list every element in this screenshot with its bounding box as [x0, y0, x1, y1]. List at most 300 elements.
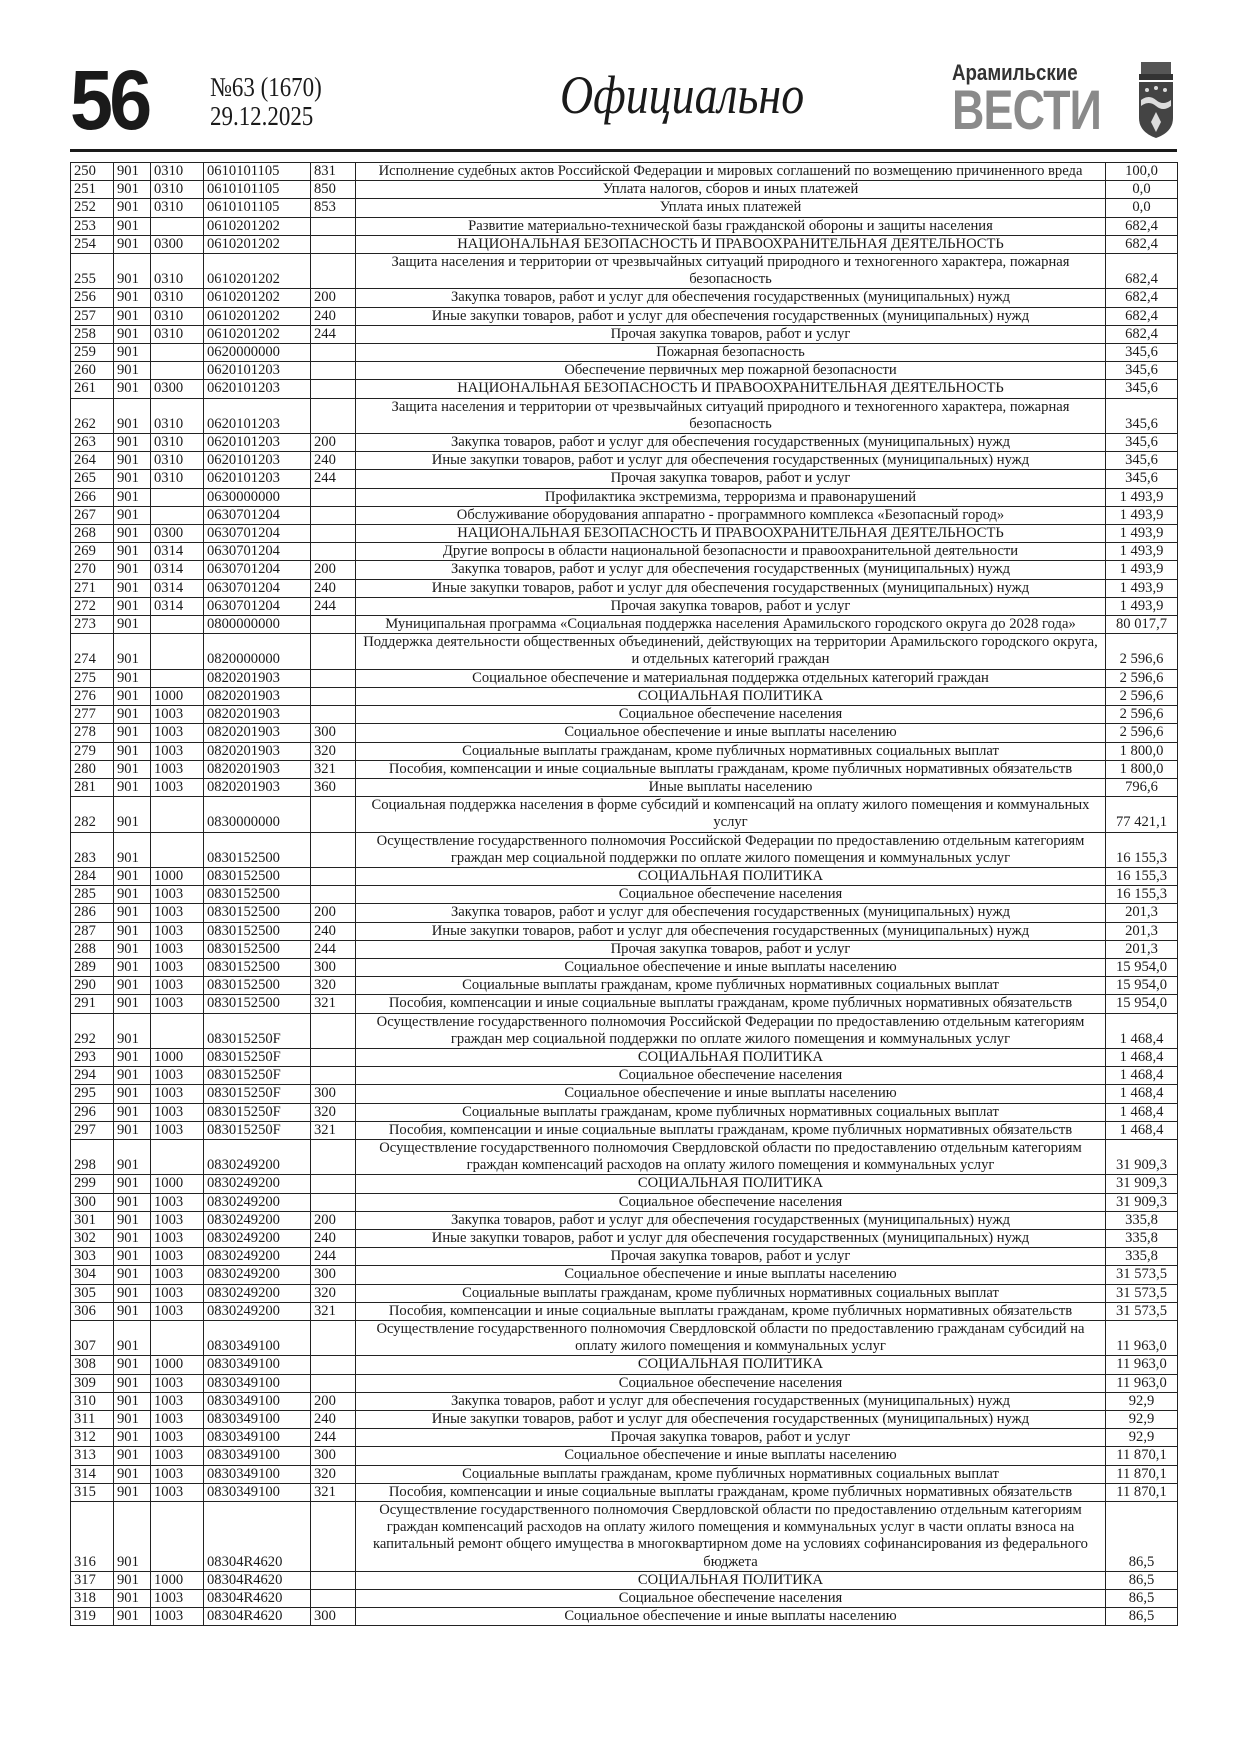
amount-cell: 31 909,3	[1106, 1193, 1178, 1211]
target-article-code-cell: 0820201903	[204, 687, 311, 705]
description-cell: Другие вопросы в области национальной безопасности и правоохранительной деятельности	[356, 543, 1106, 561]
description-cell: Осуществление государственного полномочия Российской Федерации по предоставлению отдельным категориям граждан мер социальной поддержки по оплате жилого помещения и коммунальных услуг	[356, 832, 1106, 867]
department-code-cell: 901	[114, 1571, 151, 1589]
expense-type-code-cell: 300	[311, 958, 356, 976]
table-row	[71, 380, 1178, 398]
target-article-code-cell: 0610201202	[204, 307, 311, 325]
description-cell: Социальное обеспечение и иные выплаты населению	[356, 1266, 1106, 1284]
section-code-cell	[151, 1321, 204, 1356]
expense-type-code-cell: 244	[311, 1429, 356, 1447]
section-code-cell: 1003	[151, 904, 204, 922]
expense-type-code-cell	[311, 1356, 356, 1374]
target-article-code-cell: 0610201202	[204, 254, 311, 289]
expense-type-code-cell: 850	[311, 181, 356, 199]
table-row	[71, 344, 1178, 362]
expense-type-code-cell: 831	[311, 163, 356, 181]
description-cell: Закупка товаров, работ и услуг для обеспечения государственных (муниципальных) нужд	[356, 1392, 1106, 1410]
description-cell: Иные закупки товаров, работ и услуг для обеспечения государственных (муниципальных) нужд	[356, 452, 1106, 470]
department-code-cell: 901	[114, 561, 151, 579]
row-number-cell: 310	[71, 1392, 114, 1410]
department-code-cell: 901	[114, 1175, 151, 1193]
section-code-cell: 1003	[151, 1411, 204, 1429]
row-number-cell: 262	[71, 398, 114, 433]
department-code-cell: 901	[114, 706, 151, 724]
amount-cell: 0,0	[1106, 181, 1178, 199]
expense-type-code-cell: 321	[311, 1302, 356, 1320]
description-cell: Пособия, компенсации и иные социальные выплаты гражданам, кроме публичных нормативных обязательств	[356, 1483, 1106, 1501]
amount-cell: 16 155,3	[1106, 886, 1178, 904]
table-row	[71, 254, 1178, 289]
description-cell: Социальное обеспечение населения	[356, 1590, 1106, 1608]
table-row	[71, 867, 1178, 885]
description-cell: Прочая закупка товаров, работ и услуг	[356, 1248, 1106, 1266]
row-number-cell: 271	[71, 579, 114, 597]
expense-type-code-cell: 240	[311, 1411, 356, 1429]
row-number-cell: 300	[71, 1193, 114, 1211]
amount-cell: 31 909,3	[1106, 1139, 1178, 1174]
table-row	[71, 217, 1178, 235]
expense-type-code-cell: 244	[311, 325, 356, 343]
description-cell: Социальное обеспечение населения	[356, 886, 1106, 904]
expense-type-code-cell	[311, 488, 356, 506]
target-article-code-cell: 0830152500	[204, 922, 311, 940]
row-number-cell: 318	[71, 1590, 114, 1608]
table-row	[71, 163, 1178, 181]
expense-type-code-cell	[311, 706, 356, 724]
section-code-cell: 1003	[151, 778, 204, 796]
section-code-cell	[151, 1139, 204, 1174]
table-row	[71, 1483, 1178, 1501]
description-cell: Осуществление государственного полномочия Свердловской области по предоставлению отдельным категориям граждан компенсаций расходов на оплату жилого помещения и коммунальных услуг	[356, 1139, 1106, 1174]
section-code-cell: 1003	[151, 1103, 204, 1121]
amount-cell: 15 954,0	[1106, 995, 1178, 1013]
expense-type-code-cell	[311, 1175, 356, 1193]
department-code-cell: 901	[114, 778, 151, 796]
description-cell: Иные закупки товаров, работ и услуг для обеспечения государственных (муниципальных) нужд	[356, 1229, 1106, 1247]
target-article-code-cell: 0830152500	[204, 832, 311, 867]
target-article-code-cell: 0620101203	[204, 470, 311, 488]
section-code-cell: 1003	[151, 995, 204, 1013]
amount-cell: 1 468,4	[1106, 1067, 1178, 1085]
amount-cell: 1 493,9	[1106, 488, 1178, 506]
row-number-cell: 299	[71, 1175, 114, 1193]
row-number-cell: 266	[71, 488, 114, 506]
target-article-code-cell: 0630701204	[204, 543, 311, 561]
amount-cell: 682,4	[1106, 325, 1178, 343]
amount-cell: 335,8	[1106, 1211, 1178, 1229]
row-number-cell: 289	[71, 958, 114, 976]
target-article-code-cell: 083015250F	[204, 1067, 311, 1085]
section-code-cell: 1003	[151, 1429, 204, 1447]
description-cell: Муниципальная программа «Социальная поддержка населения Арамильского городского округа до 2028 года»	[356, 616, 1106, 634]
section-code-cell: 1003	[151, 1374, 204, 1392]
department-code-cell: 901	[114, 199, 151, 217]
description-cell: НАЦИОНАЛЬНАЯ БЕЗОПАСНОСТЬ И ПРАВООХРАНИТЕЛЬНАЯ ДЕЯТЕЛЬНОСТЬ	[356, 380, 1106, 398]
description-cell: Социальное обеспечение и иные выплаты населению	[356, 1085, 1106, 1103]
table-row	[71, 1013, 1178, 1048]
department-code-cell: 901	[114, 1284, 151, 1302]
section-code-cell	[151, 217, 204, 235]
section-code-cell: 1000	[151, 1356, 204, 1374]
department-code-cell: 901	[114, 1085, 151, 1103]
section-code-cell: 1003	[151, 1483, 204, 1501]
description-cell: Социальные выплаты гражданам, кроме публичных нормативных социальных выплат	[356, 742, 1106, 760]
amount-cell: 80 017,7	[1106, 616, 1178, 634]
target-article-code-cell: 0610201202	[204, 235, 311, 253]
row-number-cell: 305	[71, 1284, 114, 1302]
target-article-code-cell: 0830249200	[204, 1284, 311, 1302]
table-row	[71, 1248, 1178, 1266]
expense-type-code-cell: 320	[311, 742, 356, 760]
row-number-cell: 306	[71, 1302, 114, 1320]
section-code-cell: 0310	[151, 470, 204, 488]
department-code-cell: 901	[114, 1211, 151, 1229]
department-code-cell: 901	[114, 886, 151, 904]
amount-cell: 86,5	[1106, 1571, 1178, 1589]
table-row	[71, 1571, 1178, 1589]
table-row	[71, 362, 1178, 380]
amount-cell: 796,6	[1106, 778, 1178, 796]
amount-cell: 201,3	[1106, 922, 1178, 940]
description-cell: НАЦИОНАЛЬНАЯ БЕЗОПАСНОСТЬ И ПРАВООХРАНИТЕЛЬНАЯ ДЕЯТЕЛЬНОСТЬ	[356, 525, 1106, 543]
amount-cell: 86,5	[1106, 1590, 1178, 1608]
expense-type-code-cell: 320	[311, 1284, 356, 1302]
section-code-cell: 0310	[151, 452, 204, 470]
target-article-code-cell: 0830349100	[204, 1374, 311, 1392]
table-row	[71, 1465, 1178, 1483]
target-article-code-cell: 0830249200	[204, 1302, 311, 1320]
logo-top-text: Арамильские	[952, 60, 1078, 85]
expense-type-code-cell: 244	[311, 1248, 356, 1266]
target-article-code-cell: 0830349100	[204, 1392, 311, 1410]
description-cell: Закупка товаров, работ и услуг для обеспечения государственных (муниципальных) нужд	[356, 289, 1106, 307]
amount-cell: 15 954,0	[1106, 958, 1178, 976]
department-code-cell: 901	[114, 597, 151, 615]
description-cell: Социальные выплаты гражданам, кроме публичных нормативных социальных выплат	[356, 1284, 1106, 1302]
expense-type-code-cell: 240	[311, 579, 356, 597]
amount-cell: 345,6	[1106, 470, 1178, 488]
target-article-code-cell: 0620101203	[204, 362, 311, 380]
amount-cell: 201,3	[1106, 904, 1178, 922]
expense-type-code-cell	[311, 1590, 356, 1608]
expense-type-code-cell	[311, 797, 356, 832]
target-article-code-cell: 083015250F	[204, 1121, 311, 1139]
table-row	[71, 561, 1178, 579]
section-code-cell: 1000	[151, 1571, 204, 1589]
description-cell: Пособия, компенсации и иные социальные выплаты гражданам, кроме публичных нормативных обязательств	[356, 1121, 1106, 1139]
table-row	[71, 977, 1178, 995]
description-cell: Осуществление государственного полномочия Свердловской области по предоставлению гражданам субсидий на оплату жилого помещения и коммунальных услуг	[356, 1321, 1106, 1356]
description-cell: Осуществление государственного полномочия Свердловской области по предоставлению отдельным категориям граждан компенсаций расходов на оплату жилого помещения и коммунальных услуг в части оплаты взноса на капитальный ремонт общего имущества в многоквартирном доме на условиях софинансирования из федерального бюджета	[356, 1502, 1106, 1572]
target-article-code-cell: 0630701204	[204, 525, 311, 543]
row-number-cell: 319	[71, 1608, 114, 1626]
expense-type-code-cell: 200	[311, 434, 356, 452]
amount-cell: 86,5	[1106, 1608, 1178, 1626]
row-number-cell: 278	[71, 724, 114, 742]
expense-type-code-cell	[311, 506, 356, 524]
amount-cell: 345,6	[1106, 344, 1178, 362]
expense-type-code-cell	[311, 687, 356, 705]
section-code-cell: 1003	[151, 886, 204, 904]
table-row	[71, 706, 1178, 724]
table-row	[71, 1048, 1178, 1066]
table-row	[71, 235, 1178, 253]
section-code-cell: 0314	[151, 579, 204, 597]
issue-number: №63 (1670)	[210, 72, 322, 102]
row-number-cell: 268	[71, 525, 114, 543]
section-code-cell: 1000	[151, 867, 204, 885]
row-number-cell: 279	[71, 742, 114, 760]
section-code-cell	[151, 344, 204, 362]
description-cell: СОЦИАЛЬНАЯ ПОЛИТИКА	[356, 1571, 1106, 1589]
section-code-cell: 1000	[151, 1175, 204, 1193]
section-code-cell: 1003	[151, 1447, 204, 1465]
target-article-code-cell: 0620101203	[204, 434, 311, 452]
amount-cell: 11 870,1	[1106, 1465, 1178, 1483]
section-code-cell: 1003	[151, 1266, 204, 1284]
row-number-cell: 280	[71, 760, 114, 778]
amount-cell: 1 468,4	[1106, 1013, 1178, 1048]
target-article-code-cell: 0830152500	[204, 995, 311, 1013]
target-article-code-cell: 0830349100	[204, 1321, 311, 1356]
description-cell: Закупка товаров, работ и услуг для обеспечения государственных (муниципальных) нужд	[356, 561, 1106, 579]
section-code-cell	[151, 488, 204, 506]
table-row	[71, 289, 1178, 307]
section-code-cell	[151, 616, 204, 634]
section-code-cell: 0310	[151, 199, 204, 217]
table-row	[71, 797, 1178, 832]
department-code-cell: 901	[114, 235, 151, 253]
department-code-cell: 901	[114, 525, 151, 543]
section-code-cell: 0300	[151, 235, 204, 253]
amount-cell: 77 421,1	[1106, 797, 1178, 832]
department-code-cell: 901	[114, 634, 151, 669]
department-code-cell: 901	[114, 1411, 151, 1429]
table-row	[71, 1284, 1178, 1302]
expense-type-code-cell	[311, 1048, 356, 1066]
table-row	[71, 886, 1178, 904]
expense-type-code-cell	[311, 380, 356, 398]
section-code-cell: 1003	[151, 1211, 204, 1229]
expense-type-code-cell: 360	[311, 778, 356, 796]
description-cell: Пособия, компенсации и иные социальные выплаты гражданам, кроме публичных нормативных обязательств	[356, 760, 1106, 778]
amount-cell: 2 596,6	[1106, 669, 1178, 687]
expense-type-code-cell	[311, 1193, 356, 1211]
amount-cell: 345,6	[1106, 434, 1178, 452]
expense-type-code-cell	[311, 543, 356, 561]
target-article-code-cell: 0830249200	[204, 1248, 311, 1266]
section-code-cell: 0310	[151, 181, 204, 199]
amount-cell: 2 596,6	[1106, 687, 1178, 705]
amount-cell: 15 954,0	[1106, 977, 1178, 995]
section-code-cell: 0314	[151, 561, 204, 579]
expense-type-code-cell	[311, 217, 356, 235]
department-code-cell: 901	[114, 181, 151, 199]
department-code-cell: 901	[114, 797, 151, 832]
table-row	[71, 958, 1178, 976]
budget-table	[70, 162, 1178, 1626]
table-row	[71, 1211, 1178, 1229]
row-number-cell: 308	[71, 1356, 114, 1374]
table-row	[71, 1356, 1178, 1374]
department-code-cell: 901	[114, 867, 151, 885]
target-article-code-cell: 0830152500	[204, 958, 311, 976]
department-code-cell: 901	[114, 922, 151, 940]
table-row	[71, 1392, 1178, 1410]
amount-cell: 0,0	[1106, 199, 1178, 217]
description-cell: СОЦИАЛЬНАЯ ПОЛИТИКА	[356, 1175, 1106, 1193]
table-row	[71, 940, 1178, 958]
department-code-cell: 901	[114, 687, 151, 705]
department-code-cell: 901	[114, 1590, 151, 1608]
coat-of-arms-icon	[1135, 60, 1177, 140]
department-code-cell: 901	[114, 1465, 151, 1483]
issue-info	[210, 73, 322, 131]
row-number-cell: 255	[71, 254, 114, 289]
department-code-cell: 901	[114, 1121, 151, 1139]
logo-main-text: ВЕСТИ	[952, 78, 1102, 141]
description-cell: Исполнение судебных актов Российской Федерации и мировых соглашений по возмещению причиненного вреда	[356, 163, 1106, 181]
table-row	[71, 579, 1178, 597]
row-number-cell: 274	[71, 634, 114, 669]
table-row	[71, 760, 1178, 778]
description-cell: Профилактика экстремизма, терроризма и правонарушений	[356, 488, 1106, 506]
row-number-cell: 304	[71, 1266, 114, 1284]
description-cell: Иные закупки товаров, работ и услуг для обеспечения государственных (муниципальных) нужд	[356, 307, 1106, 325]
section-code-cell: 0314	[151, 543, 204, 561]
department-code-cell: 901	[114, 1429, 151, 1447]
section-code-cell: 1003	[151, 1085, 204, 1103]
department-code-cell: 901	[114, 452, 151, 470]
section-code-cell: 1003	[151, 1608, 204, 1626]
expense-type-code-cell	[311, 525, 356, 543]
row-number-cell: 313	[71, 1447, 114, 1465]
expense-type-code-cell: 321	[311, 1121, 356, 1139]
description-cell: Закупка товаров, работ и услуг для обеспечения государственных (муниципальных) нужд	[356, 1211, 1106, 1229]
target-article-code-cell: 0630701204	[204, 597, 311, 615]
expense-type-code-cell: 200	[311, 904, 356, 922]
target-article-code-cell: 0630000000	[204, 488, 311, 506]
section-code-cell: 1003	[151, 1067, 204, 1085]
table-row	[71, 995, 1178, 1013]
expense-type-code-cell: 200	[311, 1211, 356, 1229]
amount-cell: 1 493,9	[1106, 561, 1178, 579]
expense-type-code-cell	[311, 1502, 356, 1572]
section-code-cell: 1003	[151, 922, 204, 940]
expense-type-code-cell: 321	[311, 760, 356, 778]
amount-cell: 92,9	[1106, 1411, 1178, 1429]
section-code-cell: 1000	[151, 687, 204, 705]
amount-cell: 16 155,3	[1106, 867, 1178, 885]
amount-cell: 1 493,9	[1106, 506, 1178, 524]
row-number-cell: 276	[71, 687, 114, 705]
department-code-cell: 901	[114, 1447, 151, 1465]
target-article-code-cell: 083015250F	[204, 1103, 311, 1121]
table-row	[71, 452, 1178, 470]
row-number-cell: 252	[71, 199, 114, 217]
amount-cell: 345,6	[1106, 398, 1178, 433]
expense-type-code-cell: 200	[311, 1392, 356, 1410]
description-cell: Уплата иных платежей	[356, 199, 1106, 217]
section-code-cell: 1003	[151, 1392, 204, 1410]
target-article-code-cell: 0830349100	[204, 1356, 311, 1374]
amount-cell: 11 870,1	[1106, 1447, 1178, 1465]
description-cell: Социальное обеспечение населения	[356, 1067, 1106, 1085]
amount-cell: 1 468,4	[1106, 1048, 1178, 1066]
section-code-cell	[151, 1502, 204, 1572]
target-article-code-cell: 083015250F	[204, 1048, 311, 1066]
description-cell: Обслуживание оборудования аппаратно - программного комплекса «Безопасный город»	[356, 506, 1106, 524]
department-code-cell: 901	[114, 1103, 151, 1121]
amount-cell: 2 596,6	[1106, 634, 1178, 669]
row-number-cell: 298	[71, 1139, 114, 1174]
amount-cell: 682,4	[1106, 289, 1178, 307]
section-code-cell: 1003	[151, 1590, 204, 1608]
table-row	[71, 778, 1178, 796]
table-row	[71, 1302, 1178, 1320]
department-code-cell: 901	[114, 1067, 151, 1085]
section-code-cell: 1003	[151, 724, 204, 742]
target-article-code-cell: 08304R4620	[204, 1608, 311, 1626]
amount-cell: 1 493,9	[1106, 579, 1178, 597]
table-row	[71, 724, 1178, 742]
expense-type-code-cell	[311, 1571, 356, 1589]
target-article-code-cell: 08304R4620	[204, 1502, 311, 1572]
expense-type-code-cell: 321	[311, 995, 356, 1013]
expense-type-code-cell: 200	[311, 289, 356, 307]
expense-type-code-cell	[311, 1374, 356, 1392]
target-article-code-cell: 0820201903	[204, 778, 311, 796]
target-article-code-cell: 0830349100	[204, 1429, 311, 1447]
department-code-cell: 901	[114, 506, 151, 524]
amount-cell: 335,8	[1106, 1248, 1178, 1266]
target-article-code-cell: 0630701204	[204, 506, 311, 524]
row-number-cell: 282	[71, 797, 114, 832]
target-article-code-cell: 0620000000	[204, 344, 311, 362]
target-article-code-cell: 0830349100	[204, 1411, 311, 1429]
row-number-cell: 260	[71, 362, 114, 380]
department-code-cell: 901	[114, 1374, 151, 1392]
row-number-cell: 273	[71, 616, 114, 634]
department-code-cell: 901	[114, 669, 151, 687]
target-article-code-cell: 0830152500	[204, 886, 311, 904]
department-code-cell: 901	[114, 760, 151, 778]
target-article-code-cell: 0610101105	[204, 163, 311, 181]
amount-cell: 86,5	[1106, 1502, 1178, 1572]
row-number-cell: 293	[71, 1048, 114, 1066]
description-cell: Социальное обеспечение населения	[356, 1193, 1106, 1211]
department-code-cell: 901	[114, 1483, 151, 1501]
row-number-cell: 316	[71, 1502, 114, 1572]
target-article-code-cell: 0830249200	[204, 1266, 311, 1284]
description-cell: Иные закупки товаров, работ и услуг для обеспечения государственных (муниципальных) нужд	[356, 922, 1106, 940]
section-code-cell: 1003	[151, 1248, 204, 1266]
target-article-code-cell: 0830349100	[204, 1483, 311, 1501]
table-row	[71, 1590, 1178, 1608]
row-number-cell: 296	[71, 1103, 114, 1121]
target-article-code-cell: 0630701204	[204, 561, 311, 579]
row-number-cell: 250	[71, 163, 114, 181]
expense-type-code-cell	[311, 886, 356, 904]
section-code-cell	[151, 669, 204, 687]
target-article-code-cell: 0620101203	[204, 398, 311, 433]
amount-cell: 31 573,5	[1106, 1302, 1178, 1320]
target-article-code-cell: 0610201202	[204, 289, 311, 307]
department-code-cell: 901	[114, 1392, 151, 1410]
row-number-cell: 265	[71, 470, 114, 488]
row-number-cell: 257	[71, 307, 114, 325]
target-article-code-cell: 0830152500	[204, 867, 311, 885]
